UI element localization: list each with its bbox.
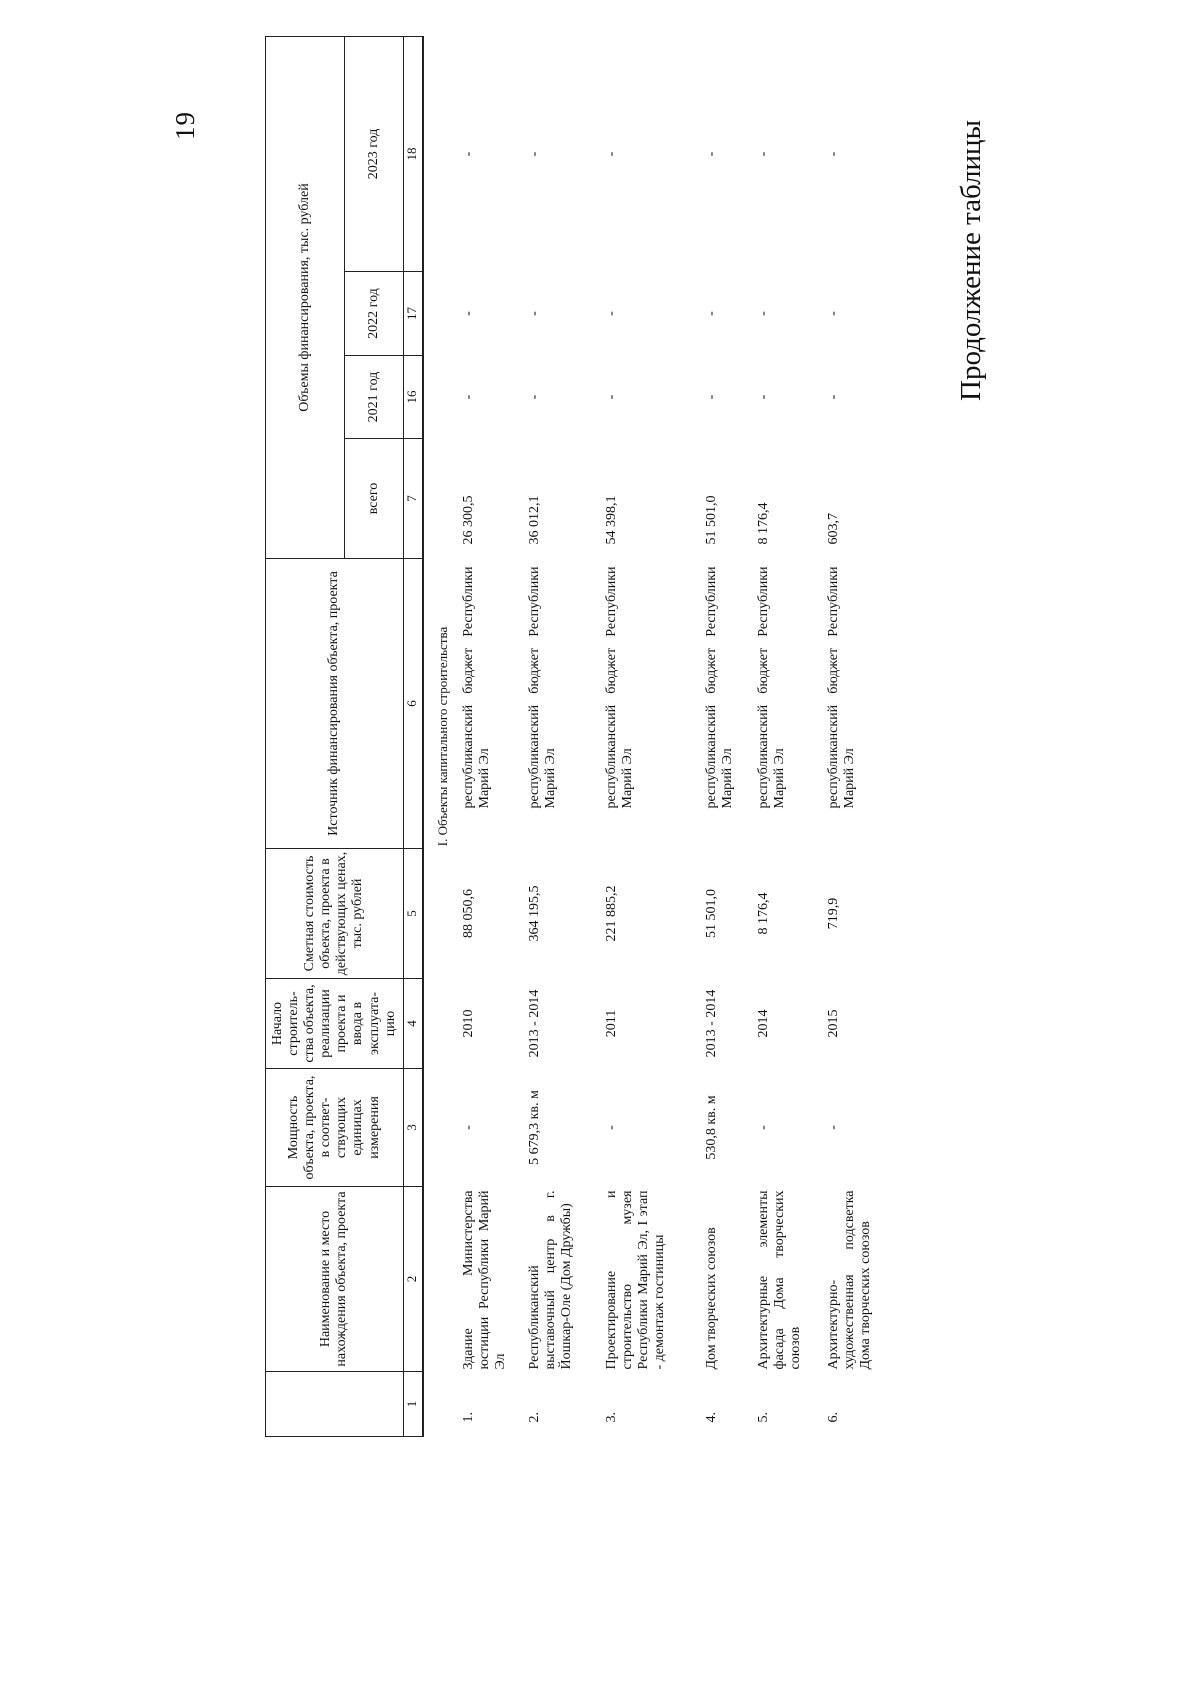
table-body	[423, 36, 896, 1436]
header-row-number	[266, 1372, 404, 1437]
row-number: 6.	[825, 1412, 841, 1423]
row-number: 5.	[755, 1412, 771, 1423]
row-number: 1.	[460, 1412, 476, 1423]
column-number: 16	[403, 356, 423, 439]
funding-total: 51 501,0	[703, 495, 719, 545]
table-row	[702, 36, 754, 1436]
object-name: Здание Министерства юстиции Республики Марий Эл	[460, 1190, 508, 1370]
object-start: 2011	[603, 1009, 619, 1038]
object-capacity: -	[755, 1125, 771, 1130]
table-row	[602, 36, 702, 1436]
funding-source: республиканский бюджет Республики Марий Эл	[755, 566, 787, 809]
column-number: 7	[403, 439, 423, 559]
object-name: Архитектурно-художественная подсветка Дома творческих союзов	[825, 1190, 873, 1370]
object-start: 2014	[755, 1009, 771, 1038]
header-source: Источник финансирования объекта, проекта	[266, 559, 404, 849]
funding-2023: -	[703, 151, 719, 157]
funding-total: 26 300,5	[460, 495, 476, 545]
row-number: 3.	[603, 1412, 619, 1423]
object-capacity: -	[460, 1125, 476, 1130]
object-start: 2013 - 2014	[703, 989, 719, 1058]
column-number: 2	[403, 1187, 423, 1372]
object-start: 2013 - 2014	[526, 989, 542, 1058]
table-row	[451, 36, 517, 1436]
funding-source: республиканский бюджет Республики Марий Эл	[603, 566, 635, 809]
object-start: 2010	[460, 1009, 476, 1038]
header-2022: 2022 год	[345, 272, 404, 356]
table-row	[824, 36, 896, 1436]
object-cost: 8 176,4	[755, 892, 771, 935]
header-2021: 2021 год	[345, 356, 404, 439]
funding-2021: -	[526, 394, 542, 400]
header-capacity: Мощность объекта, проекта, в соответ-ствующих единицах измерения	[266, 1069, 404, 1187]
object-name: Республиканский выставочный центр в г. Йошкар-Оле (Дом Дружбы)	[526, 1190, 574, 1370]
column-number: 3	[403, 1069, 423, 1187]
object-name: Дом творческих союзов	[703, 1227, 719, 1370]
funding-2022: -	[825, 311, 841, 316]
column-number-row	[403, 36, 423, 1436]
object-capacity: -	[825, 1125, 841, 1130]
section-row	[423, 36, 451, 1436]
funding-2023: -	[526, 151, 542, 157]
funding-source: республиканский бюджет Республики Марий Эл	[460, 566, 492, 809]
funding-source: республиканский бюджет Республики Марий Эл	[825, 566, 857, 809]
row-number: 2.	[526, 1412, 542, 1423]
object-capacity: -	[603, 1125, 619, 1130]
column-number: 17	[403, 272, 423, 356]
funding-2023: -	[825, 151, 841, 157]
column-number: 4	[403, 979, 423, 1069]
header-total: всего	[345, 439, 404, 559]
column-number: 1	[403, 1372, 423, 1437]
funding-total: 603,7	[825, 513, 841, 545]
header-cost: Сметная стоимость объекта, проекта в действующих ценах, тыс. рублей	[266, 849, 404, 979]
funding-2023: -	[755, 151, 771, 157]
header-name: Наименование и место нахождения объекта, проекта	[266, 1187, 404, 1372]
funding-source: республиканский бюджет Республики Марий Эл	[703, 566, 735, 809]
table-row	[517, 36, 602, 1436]
page-number: 19	[170, 111, 200, 140]
funding-2021: -	[460, 394, 476, 400]
funding-2022: -	[603, 311, 619, 316]
funding-total: 36 012,1	[526, 495, 542, 545]
funding-2021: -	[825, 394, 841, 400]
funding-2022: -	[755, 311, 771, 316]
object-capacity: 5 679,3 кв. м	[526, 1090, 542, 1165]
funding-2023: -	[603, 151, 619, 157]
funding-2022: -	[526, 311, 542, 316]
object-cost: 221 885,2	[603, 885, 619, 942]
object-name: Архитектурные элементы фасада Дома творческих союзов	[755, 1190, 803, 1370]
object-cost: 719,9	[825, 897, 841, 930]
funding-2021: -	[755, 394, 771, 400]
object-cost: 51 501,0	[703, 889, 719, 938]
object-name: Проектирование и строительство музея Республики Марий Эл, I этап - демонтаж гостиницы	[603, 1190, 668, 1370]
funding-2021: -	[603, 394, 619, 400]
header-2023: 2023 год	[345, 36, 404, 271]
financing-table	[265, 36, 896, 1437]
funding-total: 8 176,4	[755, 502, 771, 545]
object-cost: 88 050,6	[460, 889, 476, 938]
object-cost: 364 195,5	[526, 885, 542, 942]
funding-2023: -	[460, 151, 476, 157]
funding-total: 54 398,1	[603, 495, 619, 545]
column-number: 5	[403, 849, 423, 979]
funding-2022: -	[703, 311, 719, 316]
header-start: Начало строитель-ства объекта, реализации проекта и ввода в эксплуата-цию	[266, 979, 404, 1069]
object-start: 2015	[825, 1009, 841, 1038]
header-volumes: Объемы финансирования, тыс. рублей	[266, 36, 345, 558]
funding-2022: -	[460, 311, 476, 316]
object-capacity: 530,8 кв. м	[703, 1095, 719, 1160]
funding-source: республиканский бюджет Республики Марий Эл	[526, 566, 558, 809]
row-number: 4.	[703, 1412, 719, 1423]
column-number: 18	[403, 36, 423, 271]
continuation-title: Продолжение таблицы	[955, 119, 987, 401]
funding-2021: -	[703, 394, 719, 400]
table-row	[754, 36, 824, 1436]
column-number: 6	[403, 559, 423, 849]
section-title: I. Объекты капитального строительства	[434, 626, 450, 847]
table-header	[266, 36, 423, 1436]
